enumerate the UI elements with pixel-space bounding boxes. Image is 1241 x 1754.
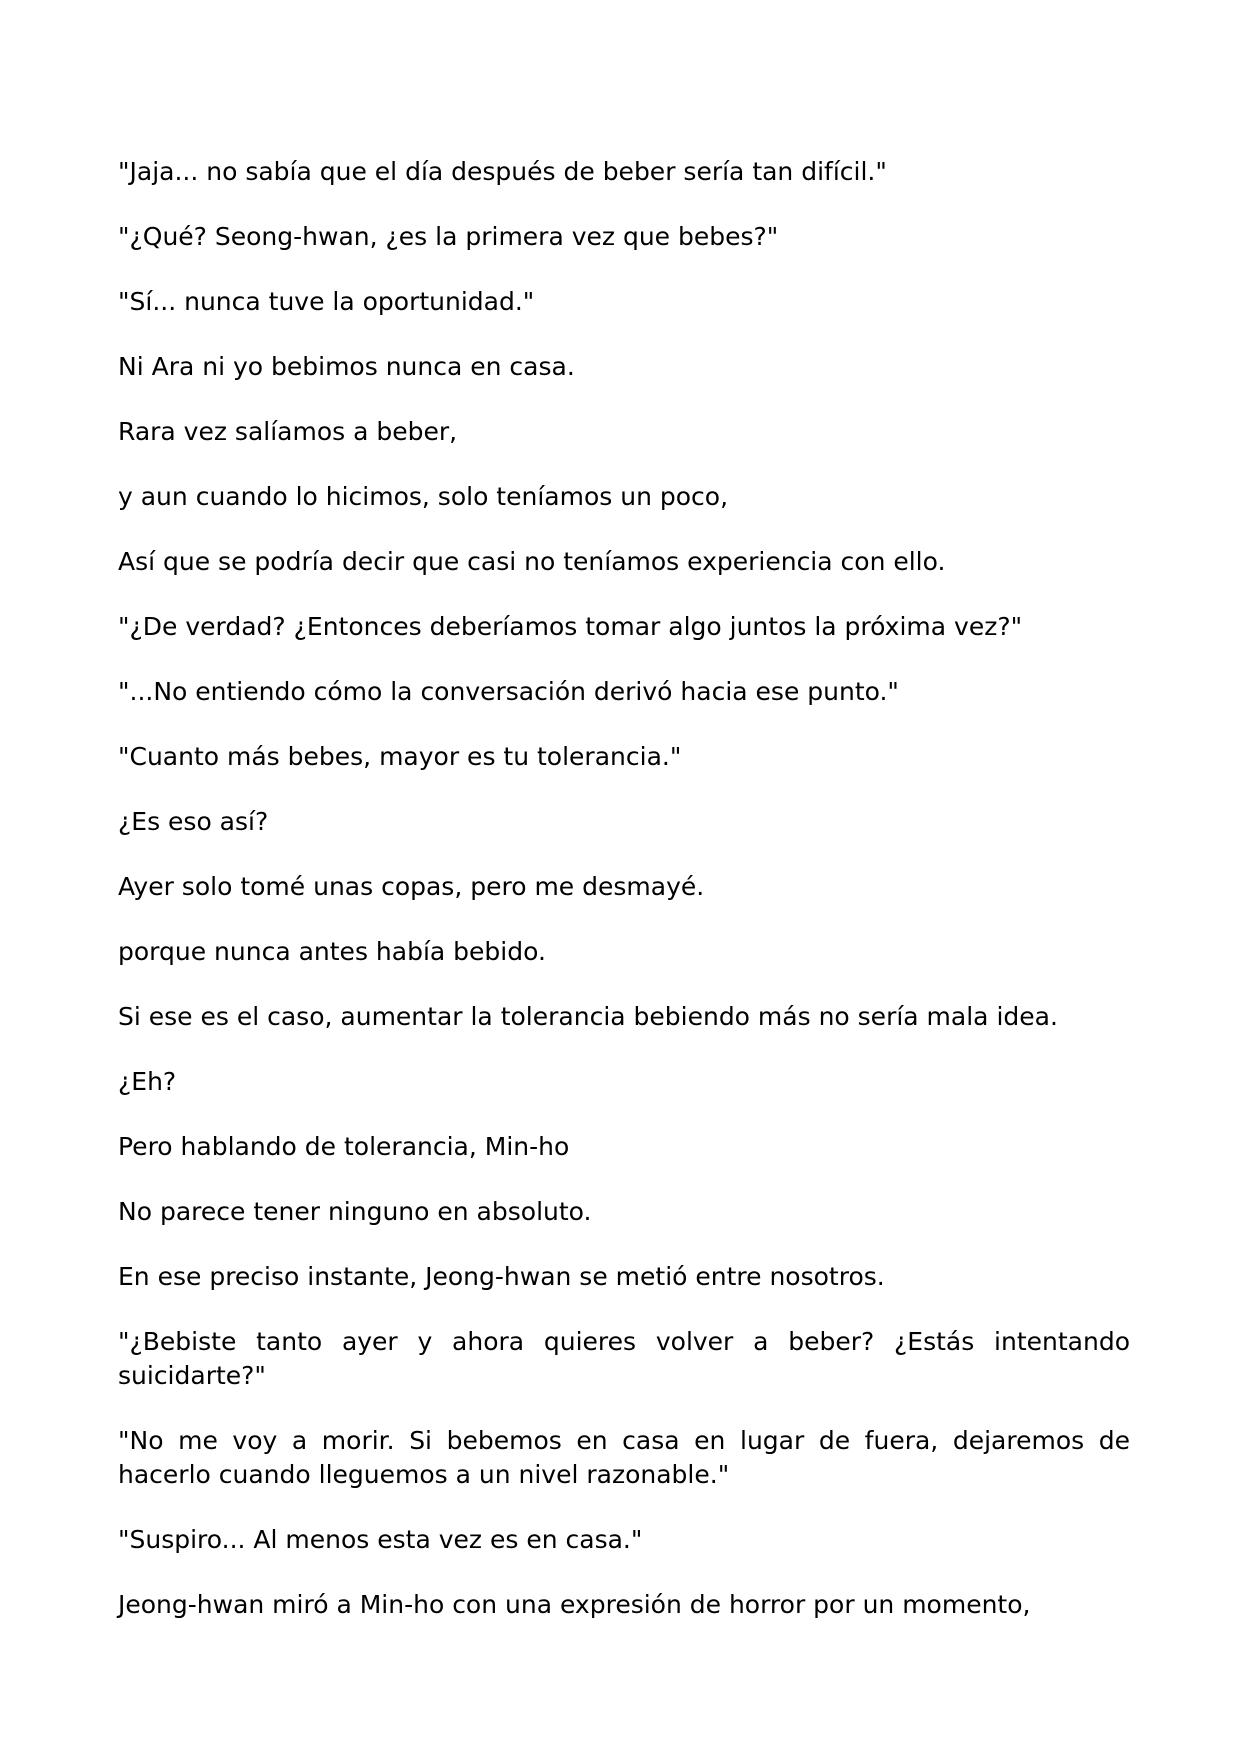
paragraph: Así que se podría decir que casi no teníamos experiencia con ello.: [118, 547, 946, 576]
paragraph: "Cuanto más bebes, mayor es tu tolerancia.": [118, 742, 682, 771]
paragraph: "¿Qué? Seong-hwan, ¿es la primera vez que bebes?": [118, 222, 779, 251]
paragraph: porque nunca antes había bebido.: [118, 937, 546, 966]
paragraph: Ni Ara ni yo bebimos nunca en casa.: [118, 352, 575, 381]
paragraph: En ese preciso instante, Jeong-hwan se metió entre nosotros.: [118, 1262, 885, 1291]
paragraph: Jeong-hwan miró a Min-ho con una expresión de horror por un momento,: [118, 1590, 1031, 1619]
paragraph: Ayer solo tomé unas copas, pero me desmayé.: [118, 872, 705, 901]
paragraph: No parece tener ninguno en absoluto.: [118, 1197, 592, 1226]
paragraph: "¿Bebiste tanto ayer y ahora quieres volver a beber? ¿Estás intentando suicidarte?": [118, 1327, 1130, 1390]
paragraph: "¿De verdad? ¿Entonces deberíamos tomar algo juntos la próxima vez?": [118, 612, 1023, 641]
paragraph: y aun cuando lo hicimos, solo teníamos un poco,: [118, 482, 729, 511]
paragraph: "Suspiro... Al menos esta vez es en casa.": [118, 1525, 643, 1554]
document-body: [118, 155, 1130, 1653]
paragraph: "Sí... nunca tuve la oportunidad.": [118, 287, 535, 316]
paragraph: Pero hablando de tolerancia, Min-ho: [118, 1132, 570, 1161]
paragraph: "...No entiendo cómo la conversación derivó hacia ese punto.": [118, 677, 899, 706]
paragraph: Rara vez salíamos a beber,: [118, 417, 458, 446]
paragraph: "Jaja... no sabía que el día después de beber sería tan difícil.": [118, 157, 887, 186]
paragraph: "No me voy a morir. Si bebemos en casa en lugar de fuera, dejaremos de hacerlo cuando lleguemos a un nivel razonable.": [118, 1426, 1130, 1489]
paragraph: Si ese es el caso, aumentar la tolerancia bebiendo más no sería mala idea.: [118, 1002, 1058, 1031]
paragraph: ¿Es eso así?: [118, 807, 269, 836]
paragraph: ¿Eh?: [118, 1067, 177, 1096]
